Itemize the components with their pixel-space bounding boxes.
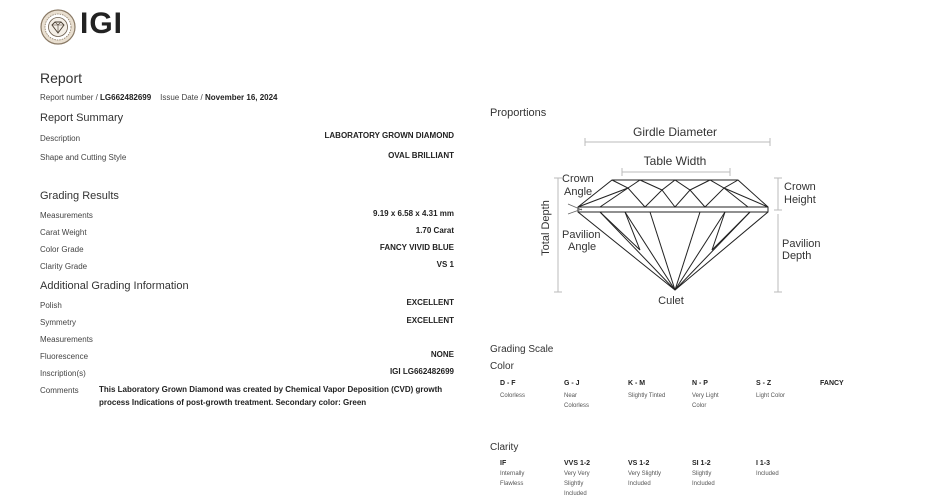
clarity-scale-grade: VVS 1-2 [564,460,591,467]
color-scale-fancy [820,380,882,387]
measurements-label: Measurements [40,211,93,220]
pavilion-depth-label-line1: Pavilion [782,238,821,250]
polish-value: EXCELLENT [406,298,454,307]
grading-scale-heading: Grading Scale [490,344,554,355]
color-scale-grade: G - J [564,380,580,387]
grading-results-heading: Grading Results [40,190,119,202]
clarity-scale-si [692,460,754,489]
color-scale-sz [756,380,818,401]
clarity-scale-if [500,460,562,489]
color-scale-gj [564,380,626,411]
color-scale-heading: Color [490,361,514,372]
carat-weight-value: 1.70 Carat [415,226,454,235]
shape-label: Shape and Cutting Style [40,153,127,162]
color-grade-label: Color Grade [40,245,84,254]
diamond-proportions-diagram [534,122,834,312]
color-scale-df [500,380,562,401]
brand-name: IGI [80,7,124,40]
crown-angle-label-line1: Crown [562,173,594,185]
color-scale-km [628,380,690,401]
clarity-scale-heading: Clarity [490,442,519,453]
inscription-label: Inscription(s) [40,369,86,378]
report-meta [40,93,278,102]
clarity-scale-desc: Internally Flawless [500,471,525,487]
report-summary-heading: Report Summary [40,112,124,124]
color-scale-desc: Slightly Tinted [628,393,666,399]
color-scale-desc: Near Colorless [564,393,590,409]
clarity-scale-grade: IF [500,460,507,467]
clarity-grade-label: Clarity Grade [40,262,88,271]
clarity-scale-desc: Very Slightly Included [628,471,662,487]
pavilion-angle-label-line2: Angle [568,241,597,253]
crown-height-label-line1: Crown [784,181,816,193]
additional-info-heading: Additional Grading Information [40,280,189,292]
carat-weight-label: Carat Weight [40,228,87,237]
report-title: Report [40,70,83,86]
igi-seal-icon [40,9,76,45]
description-value: LABORATORY GROWN DIAMOND [324,131,454,140]
igi-logo [40,9,130,45]
symmetry-value: EXCELLENT [406,316,454,325]
proportions-heading: Proportions [490,107,547,119]
table-width-label: Table Width [643,154,707,168]
color-scale-np [692,380,754,411]
issue-date-label: Issue Date / [160,93,203,102]
polish-label: Polish [40,301,62,310]
report-number-label: Report number / [40,93,98,102]
clarity-scale-i [756,460,818,479]
crown-height-label-line2: Height [784,194,816,206]
clarity-scale-vvs [564,460,626,499]
clarity-scale-grade: SI 1-2 [692,460,711,467]
color-scale-desc: Colorless [500,393,526,399]
issue-date: November 16, 2024 [205,93,278,102]
shape-value: OVAL BRILLIANT [388,151,454,160]
color-scale-desc: Light Color [756,393,786,399]
comments-label: Comments [40,386,79,395]
culet-label: Culet [658,295,684,307]
fluorescence-value: NONE [430,350,454,359]
inscription-value: IGI LG662482699 [389,367,454,376]
comments-text: This Laboratory Grown Diamond was created by Chemical Vapor Deposition (CVD) growth process Indications of post-growth treatment. Secondary color: Green [99,385,443,407]
clarity-scale-grade: I 1-3 [756,460,771,467]
girdle-diameter-label: Girdle Diameter [632,125,718,139]
color-scale-grade: K - M [628,380,646,387]
color-grade-value: FANCY VIVID BLUE [379,243,454,252]
report-number: LG662482699 [100,93,152,102]
description-label: Description [40,134,81,143]
fluorescence-label: Fluorescence [40,352,89,361]
total-depth-label: Total Depth [540,200,552,256]
additional-measurements-label: Measurements [40,335,93,344]
clarity-scale-desc: Very Very Slightly Included [564,471,590,497]
pavilion-depth-label-line2: Depth [782,250,812,262]
pavilion-angle-label-line1: Pavilion [562,229,601,241]
clarity-scale-desc: Slightly Included [692,471,715,487]
color-scale-grade: D - F [500,380,516,387]
color-scale-grade: S - Z [756,380,772,387]
crown-angle-label-line2: Angle [564,186,593,198]
color-scale-grade: FANCY [820,380,844,387]
measurements-value: 9.19 x 6.58 x 4.31 mm [373,209,454,218]
color-scale-grade: N - P [692,380,708,387]
clarity-grade-value: VS 1 [436,260,454,269]
clarity-scale-vs [628,460,690,489]
color-scale-desc: Very Light Color [692,393,719,409]
clarity-scale-desc: Included [756,471,779,477]
clarity-scale-grade: VS 1-2 [628,460,650,467]
symmetry-label: Symmetry [40,318,76,327]
